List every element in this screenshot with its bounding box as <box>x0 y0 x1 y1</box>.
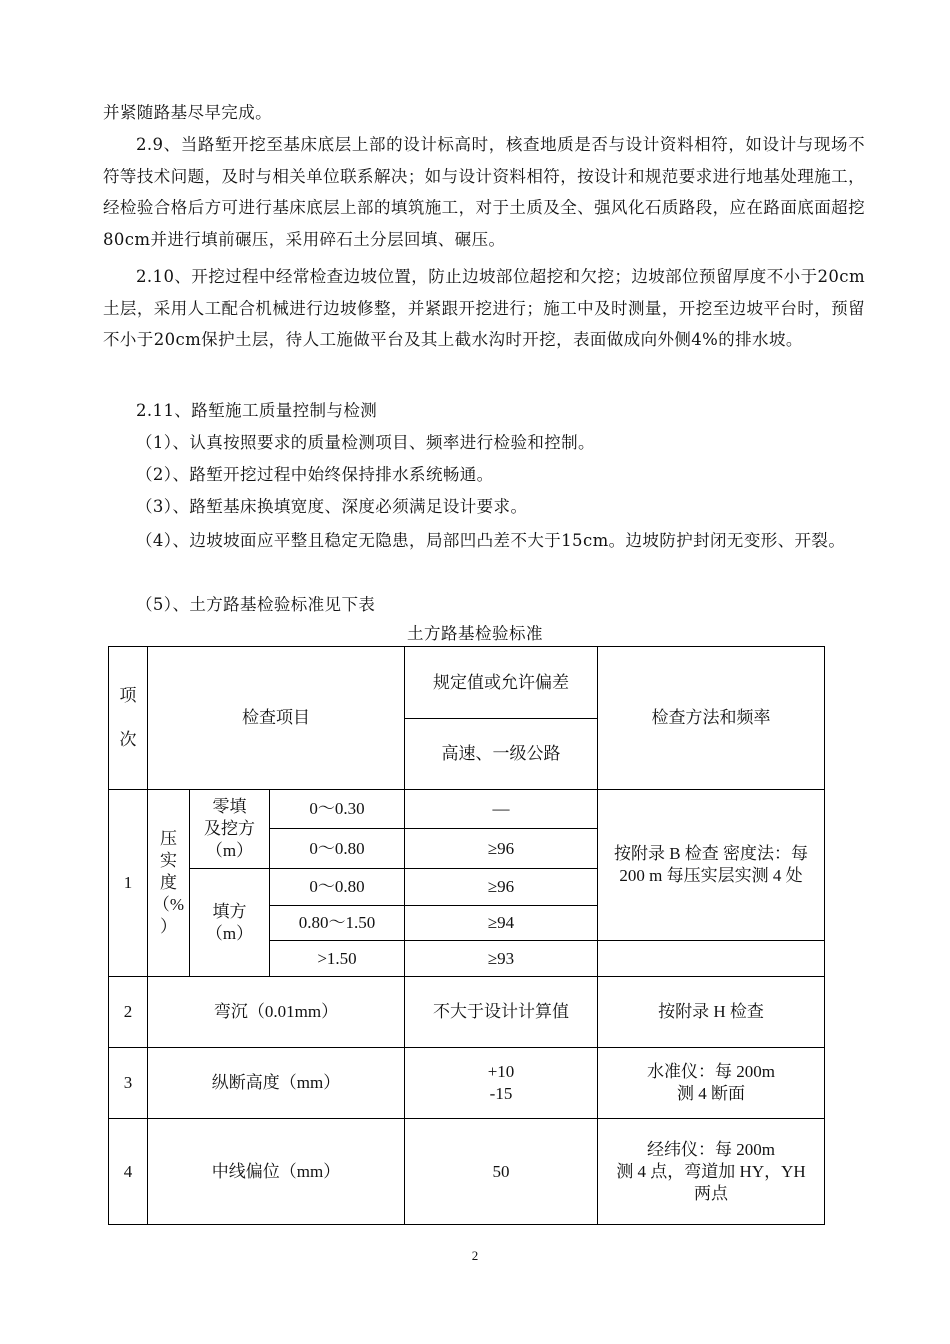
depth-range: 0～0.80 <box>270 829 405 869</box>
list-item-4: （4）、边坡坡面应平整且稳定无隐患，局部凹凸差不大于15cm。边坡防护封闭无变形、开裂。 <box>136 531 846 550</box>
specified-value: ≥96 <box>405 829 598 869</box>
depth-range: 0～0.30 <box>270 790 405 829</box>
specified-value: ≥94 <box>405 906 598 941</box>
check-item: 中线偏位（mm） <box>148 1119 405 1225</box>
depth-range: >1.50 <box>270 941 405 977</box>
check-method: 按附录 B 检查 密度法：每 200 m 每压实层实测 4 处 <box>598 790 825 941</box>
paragraph-2-10: 2.10、开挖过程中经常检查边坡位置，防止边坡部位超挖和欠挖；边坡部位预留厚度不小于20cm土层，采用人工配合机械进行边坡修整，并紧跟开挖进行；施工中及时测量，开挖至边坡平台时，预留不小于20cm保护土层，待人工施做平台及其上截水沟时开挖，表面做成向外侧4%的排水坡。 <box>103 267 865 349</box>
header-item-number: 项 次 <box>109 647 148 790</box>
list-item-3: （3）、路堑基床换填宽度、深度必须满足设计要求。 <box>136 497 528 516</box>
row-number: 2 <box>109 977 148 1048</box>
header-specified-value: 规定值或允许偏差 <box>405 647 598 719</box>
check-method: 按附录 H 检查 <box>598 977 825 1048</box>
table-row <box>109 977 825 1048</box>
row-number: 1 <box>109 790 148 977</box>
table-row <box>109 1048 825 1119</box>
zero-fill-label: 零填 及挖方 （m） <box>190 790 270 869</box>
check-method: 经纬仪：每 200m 测 4 点，弯道加 HY，YH 两点 <box>598 1119 825 1225</box>
specified-value: — <box>405 790 598 829</box>
inspection-standard-table <box>108 646 825 1225</box>
table-caption: 土方路基检验标准 <box>407 624 543 643</box>
specified-value: 不大于设计计算值 <box>405 977 598 1048</box>
paragraph-2-9: 2.9、当路堑开挖至基床底层上部的设计标高时，核查地质是否与设计资料相符，如设计与现场不符等技术问题，及时与相关单位联系解决；如与设计资料相符，按设计和规范要求进行地基处理施工，经检验合格后方可进行基床底层上部的填筑施工，对于土质及全、强风化石质路段，应在路面底面超挖80cm并进行填前碾压，采用碎石土分层回填、碾压。 <box>103 135 865 249</box>
table-row <box>109 790 825 829</box>
row-number: 3 <box>109 1048 148 1119</box>
specified-value: ≥93 <box>405 941 598 977</box>
specified-value: ≥96 <box>405 869 598 906</box>
depth-range: 0.80～1.50 <box>270 906 405 941</box>
page-number: 2 <box>471 1248 479 1263</box>
header-highway-class: 高速、一级公路 <box>405 719 598 790</box>
list-item-5: （5）、土方路基检验标准见下表 <box>136 595 376 614</box>
specified-value: +10 -15 <box>405 1048 598 1119</box>
specified-value: 50 <box>405 1119 598 1225</box>
header-method: 检查方法和频率 <box>598 647 825 790</box>
table-header-row <box>109 647 825 719</box>
header-check-item: 检查项目 <box>148 647 405 790</box>
empty-method-cell <box>598 941 825 977</box>
check-item: 弯沉（0.01mm） <box>148 977 405 1048</box>
check-item: 纵断高度（mm） <box>148 1048 405 1119</box>
check-method: 水准仪：每 200m 测 4 断面 <box>598 1048 825 1119</box>
list-item-2: （2）、路堑开挖过程中始终保持排水系统畅通。 <box>136 465 494 484</box>
heading-2-11: 2.11、路堑施工质量控制与检测 <box>136 401 378 420</box>
table-row <box>109 1119 825 1225</box>
compaction-label: 压 实 度 （% ） <box>148 790 190 977</box>
row-number: 4 <box>109 1119 148 1225</box>
list-item-1: （1）、认真按照要求的质量检测项目、频率进行检验和控制。 <box>136 433 595 452</box>
depth-range: 0～0.80 <box>270 869 405 906</box>
paragraph-continuation: 并紧随路基尽早完成。 <box>103 103 272 122</box>
fill-label: 填方 （m） <box>190 869 270 977</box>
